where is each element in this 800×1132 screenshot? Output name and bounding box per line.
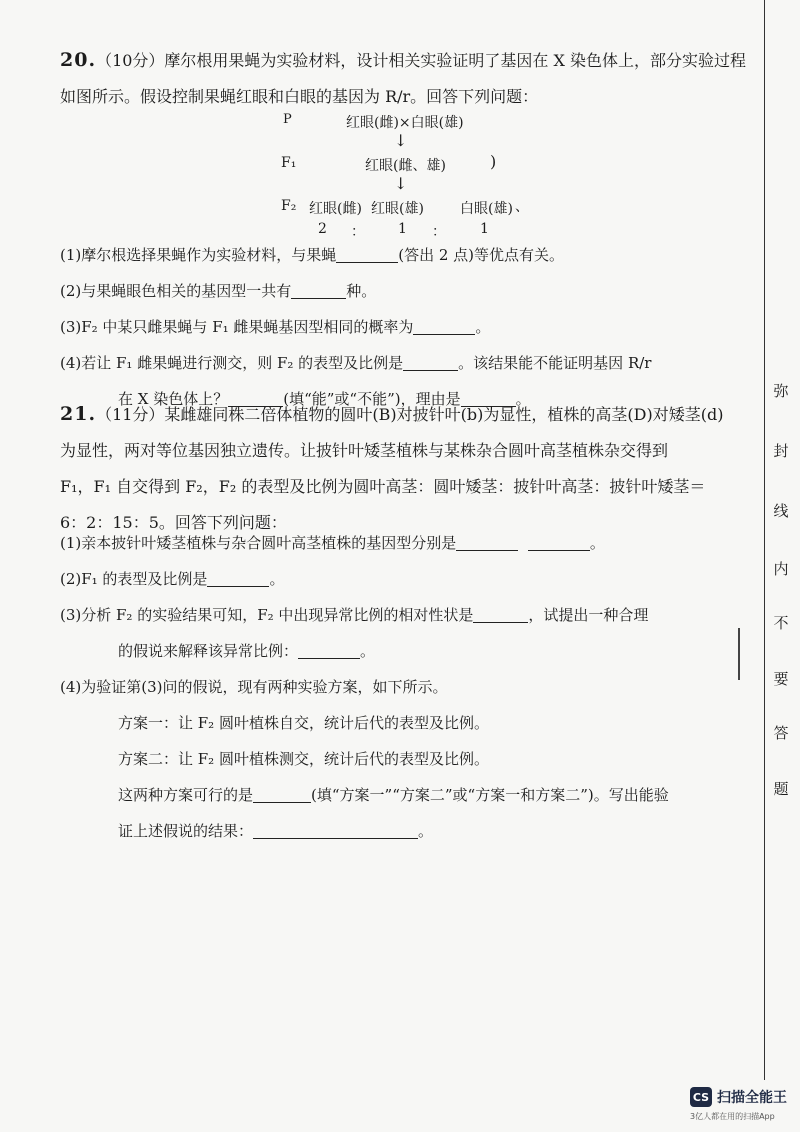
f1-label: F₁ bbox=[281, 155, 297, 171]
cross-diagram bbox=[0, 0, 800, 250]
q21-subquestions bbox=[60, 525, 740, 849]
f2-phenotype-a: 红眼(雌) bbox=[309, 201, 362, 217]
q21-sub4-cont: 这两种方案可行的是 (填“方案一”“方案二”或“方案一和方案二”)。写出能验 bbox=[118, 786, 669, 804]
answer-blank[interactable] bbox=[473, 607, 528, 623]
answer-blank[interactable] bbox=[207, 571, 269, 587]
f2-phenotype-b: 红眼(雄) bbox=[371, 201, 424, 217]
watermark-subtitle: 3亿人都在用的扫描App bbox=[690, 1112, 775, 1121]
margin-char: 不 bbox=[773, 614, 789, 632]
camscanner-logo-icon: CS bbox=[690, 1087, 712, 1107]
q21-sub3-cont: 的假说来解释该异常比例： 。 bbox=[118, 642, 376, 660]
p-label: P bbox=[283, 112, 292, 127]
answer-blank[interactable] bbox=[336, 247, 398, 263]
q21-sub2: (2)F₁ 的表型及比例是 。 bbox=[60, 570, 285, 588]
answer-blank[interactable] bbox=[413, 319, 475, 335]
q21-plan2: 方案二：让 F₂ 圆叶植株测交，统计后代的表型及比例。 bbox=[118, 750, 489, 768]
f2-tail-mark: 、 bbox=[515, 199, 529, 215]
q21-sub4: (4)为验证第(3)问的假说，现有两种实验方案，如下所示。 bbox=[60, 678, 448, 696]
q20-number: 20. bbox=[60, 49, 97, 71]
answer-blank[interactable] bbox=[291, 283, 346, 299]
f2-phenotype-c: 白眼(雄) bbox=[460, 201, 513, 217]
q20-sub4: (4)若让 F₁ 雌果蝇进行测交，则 F₂ 的表型及比例是 。该结果能不能证明基因 R/r bbox=[60, 354, 652, 372]
q20-intro-line2: 如图所示。假设控制果蝇红眼和白眼的基因为 R/r。回答下列问题： bbox=[60, 87, 539, 106]
margin-char: 内 bbox=[773, 560, 789, 578]
seal-line bbox=[764, 0, 765, 1080]
answer-blank[interactable] bbox=[298, 643, 360, 659]
ratio-sep: ： bbox=[351, 224, 365, 240]
q21-intro-line1: 21.（11分）某雌雄同株二倍体植物的圆叶(B)对披针叶(b)为显性，植株的高茎(D)对矮茎(d) bbox=[60, 403, 724, 425]
margin-char: 封 bbox=[773, 442, 789, 460]
stray-mark bbox=[738, 628, 740, 680]
ratio-b: 1 bbox=[398, 221, 407, 237]
q21-sub4-result: 证上述假说的结果： 。 bbox=[118, 822, 434, 840]
margin-char: 弥 bbox=[773, 382, 789, 400]
q20-sub2: (2)与果蝇眼色相关的基因型一共有 种。 bbox=[60, 282, 377, 300]
arrow-down-icon: ↓ bbox=[394, 174, 408, 193]
q20-sub4-cont: 在 X 染色体上？ (填“能”或“不能”)，理由是 。 bbox=[118, 390, 531, 408]
scanner-watermark bbox=[690, 1087, 787, 1107]
answer-blank[interactable] bbox=[253, 787, 311, 803]
margin-char: 题 bbox=[773, 780, 789, 798]
q21-sub1: (1)亲本披针叶矮茎植株与杂合圆叶高茎植株的基因型分别是 。 bbox=[60, 534, 605, 552]
question-21 bbox=[60, 396, 740, 541]
q21-sub3: (3)分析 F₂ 的实验结果可知，F₂ 中出现异常比例的相对性状是 ，试提出一种合理 bbox=[60, 606, 649, 624]
q20-sub3: (3)F₂ 中某只雌果蝇与 F₁ 雌果蝇基因型相同的概率为 。 bbox=[60, 318, 491, 336]
q21-number: 21. bbox=[60, 403, 97, 425]
q20-intro-line1: 20.（10分）摩尔根用果蝇为实验材料，设计相关实验证明了基因在 X 染色体上，部分实验过程 bbox=[60, 49, 746, 71]
q20-subquestions bbox=[60, 237, 740, 417]
q21-intro-line4: 6：2：15：5。回答下列问题： bbox=[60, 513, 287, 532]
arrow-down-icon: ↓ bbox=[394, 131, 408, 150]
answer-blank[interactable] bbox=[253, 823, 418, 839]
answer-blank[interactable] bbox=[456, 535, 518, 551]
q21-intro-line3: F₁，F₁ 自交得到 F₂，F₂ 的表型及比例为圆叶高茎：圆叶矮茎：披针叶高茎：披针叶矮茎＝ bbox=[60, 477, 706, 496]
answer-blank[interactable] bbox=[528, 535, 590, 551]
q21-plan1: 方案一：让 F₂ 圆叶植株自交，统计后代的表型及比例。 bbox=[118, 714, 489, 732]
f2-label: F₂ bbox=[281, 198, 297, 214]
f1-mark: ) bbox=[490, 152, 497, 171]
ratio-a: 2 bbox=[318, 221, 327, 237]
q21-intro-line2: 为显性，两对等位基因独立遗传。让披针叶矮茎植株与某株杂合圆叶高茎植株杂交得到 bbox=[60, 441, 669, 460]
margin-char: 答 bbox=[773, 724, 789, 742]
ratio-sep: ： bbox=[432, 224, 446, 240]
margin-char: 要 bbox=[773, 670, 789, 688]
p-cross: 红眼(雌)×白眼(雄) bbox=[346, 115, 464, 131]
margin-char: 线 bbox=[773, 502, 789, 520]
f1-phenotype: 红眼(雌、雄) bbox=[365, 158, 446, 174]
watermark-title: 扫描全能王 bbox=[717, 1090, 787, 1106]
ratio-c: 1 bbox=[480, 221, 489, 237]
answer-blank[interactable] bbox=[403, 355, 458, 371]
q20-sub1: (1)摩尔根选择果蝇作为实验材料，与果蝇 (答出 2 点)等优点有关。 bbox=[60, 246, 565, 264]
